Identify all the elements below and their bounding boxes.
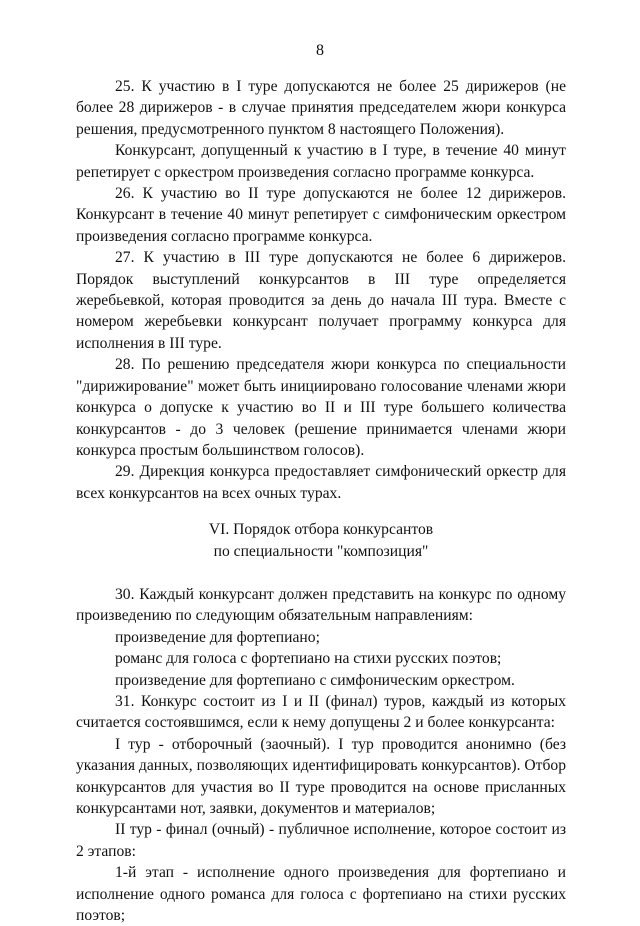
section-heading-line-1: VI. Порядок отбора конкурсантов — [208, 521, 434, 539]
page-number: 8 — [316, 42, 324, 59]
paragraph-25: 25. К участию в I туре допускаются не более 25 дирижеров (не более 28 дирижеров - в случае принятия председателем жюри конкурса решения, предусмотренного пунктом 8 настоящего Положения). — [76, 78, 566, 138]
paragraph-30: 30. Каждый конкурсант должен представить на конкурс по одному произведению по следующим обязательным направлениям: — [76, 585, 566, 625]
document-body — [76, 76, 566, 926]
paragraph-29: 29. Дирекция конкурса предоставляет симфонический оркестр для всех конкурсантов на всех очных турах. — [76, 463, 566, 502]
paragraph-31: 31. Конкурс состоит из I и II (финал) туров, каждый из которых считается состоявшимся, если к нему допущены 2 и более конкурсанта: — [76, 692, 566, 732]
list-item-romance: романс для голоса с фортепиано на стихи русских поэтов; — [115, 650, 502, 668]
paragraph-round-2: II тур - финал (очный) - публичное исполнение, которое состоит из 2 этапов: — [76, 821, 566, 860]
section-heading — [76, 519, 566, 562]
paragraph-25-continued: Конкурсант, допущенный к участию в I туре, в течение 40 минут репетирует с оркестром произведения согласно программе конкурса. — [76, 142, 566, 181]
paragraph-27: 27. К участию в III туре допускаются не более 6 дирижеров. Порядок выступлений конкурсантов в III туре определяется жеребьевкой, которая проводится за день до начала III тура. Вместе с номером жеребьевки конкурсант получает программу конкурса для исполнения в III туре. — [76, 249, 566, 352]
paragraph-stage-1: 1-й этап - исполнение одного произведения для фортепиано и исполнение одного романса для голоса с фортепиано на стихи русских поэтов; — [76, 864, 566, 925]
list-item-piano-orchestra: произведение для фортепиано с симфоническим оркестром. — [115, 671, 515, 689]
list-item-piano-work: произведение для фортепиано; — [115, 628, 320, 646]
paragraph-round-1: I тур - отборочный (заочный). I тур проводится анонимно (без указания данных, позволяющих идентифицировать конкурсантов). Отбор конкурсантов для участия во II туре проводится на основе присланных конкурсантами нот, заявки, документов и материалов; — [76, 735, 566, 817]
paragraph-26: 26. К участию во II туре допускаются не более 12 дирижеров. Конкурсант в течение 40 минут репетирует с симфоническим оркестром произведения согласно программе конкурса. — [76, 185, 566, 245]
section-heading-line-2: по специальности "композиция" — [213, 542, 429, 560]
paragraph-28: 28. По решению председателя жюри конкурса по специальности "дирижирование" может быть инициировано голосование членами жюри конкурса о допуске к участию во II и III туре большего количества конкурсантов - до 3 человек (решение принимается членами жюри конкурса простым большинством голосов). — [76, 356, 566, 459]
